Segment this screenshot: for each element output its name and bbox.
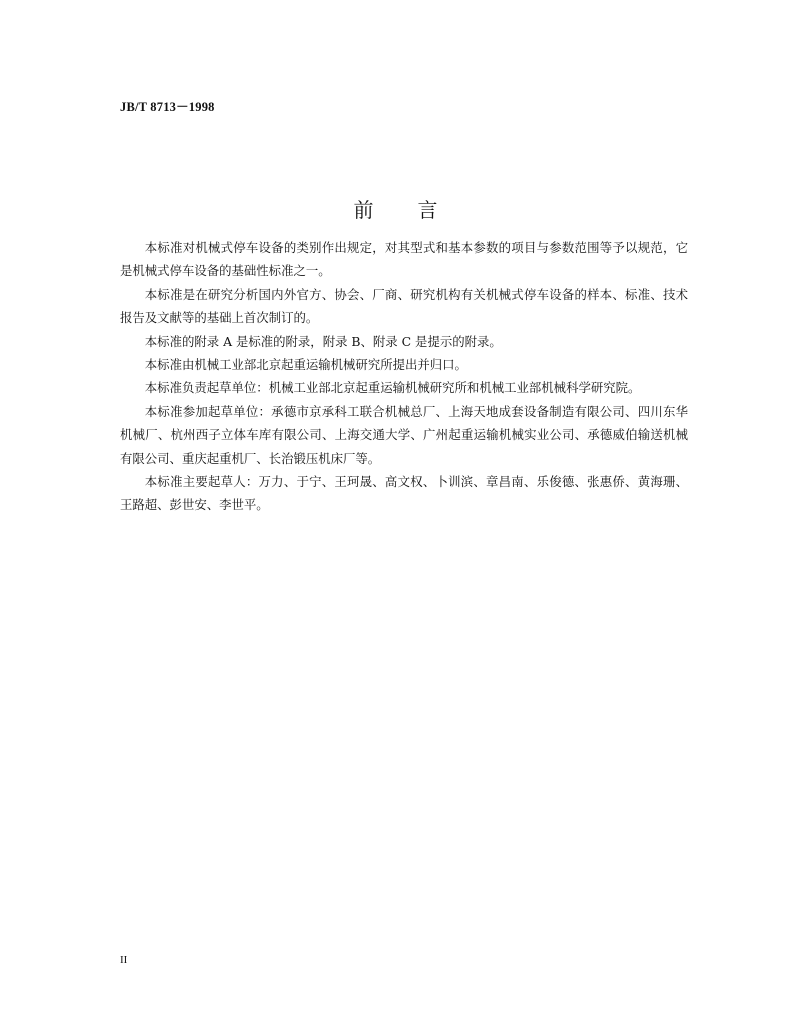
section-title-part1: 前 xyxy=(353,198,374,222)
section-title-part2: 言 xyxy=(417,198,438,222)
foreword-body xyxy=(120,236,688,517)
standard-code: JB/T 8713－1998 xyxy=(120,100,215,114)
page-number: II xyxy=(120,954,128,966)
paragraph-basis: 本标准是在研究分析国内外官方、协会、厂商、研究机构有关机械式停车设备的样本、标准、技术报告及文献等的基础上首次制订的。 xyxy=(120,286,688,326)
paragraph-participating-units: 本标准参加起草单位：承德市京承科工联合机械总厂、上海天地成套设备制造有限公司、四川东华机械厂、杭州西子立体车库有限公司、上海交通大学、广州起重运输机械实业公司、承德威伯输送机械有限公司、重庆起重机厂、长治锻压机床厂等。 xyxy=(120,403,688,466)
section-title xyxy=(0,194,791,223)
paragraph-drafters: 本标准主要起草人：万力、于宁、王珂晟、高文权、卜训滨、章昌南、乐俊德、张惠侨、黄海珊、王路超、彭世安、李世平。 xyxy=(120,474,688,513)
paragraph-proposer: 本标准由机械工业部北京起重运输机械研究所提出并归口。 xyxy=(144,357,467,373)
paragraph-scope: 本标准对机械式停车设备的类别作出规定，对其型式和基本参数的项目与参数范围等予以规范，它是机械式停车设备的基础性标准之一。 xyxy=(120,240,688,279)
paragraph-appendices: 本标准的附录 A 是标准的附录，附录 B、附录 C 是提示的附录。 xyxy=(144,333,502,349)
paragraph-lead-drafter: 本标准负责起草单位：机械工业部北京起重运输机械研究所和机械工业部机械科学研究院。 xyxy=(144,380,641,396)
